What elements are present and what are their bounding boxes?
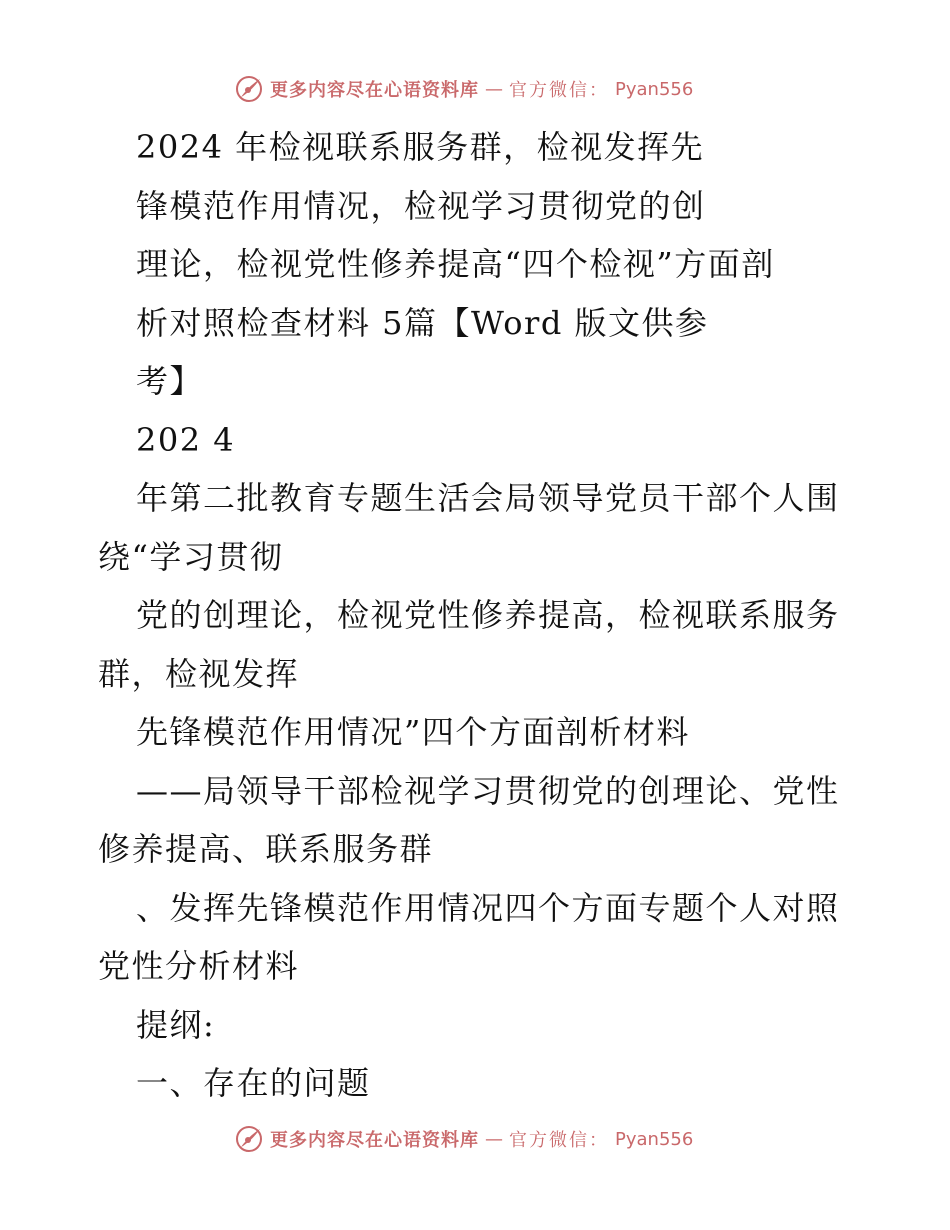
feather-pen-logo-icon [234,74,264,104]
section-heading-1: 一、存在的问题 [136,1064,371,1102]
subtitle-line-1: ——局领导干部检视学习贯彻党的创理论、党性 [136,771,840,810]
watermark-dash: — [485,1128,503,1150]
subtitle-line-2: 修养提高、联系服务群 [98,830,434,868]
paragraph-line-3: 党的创理论，检视党性修养提高，检视联系服务 [136,596,840,634]
subtitle-line-3: 、发挥先锋模范作用情况四个方面专题个人对照 [136,888,840,927]
title-line-5: 考】 [136,362,204,400]
title-line-1: 2024 年检视联系服务群，检视发挥先 [136,128,705,166]
paragraph-line-4: 群，检视发挥 [98,654,300,693]
year-line: 202 4 [136,420,236,459]
watermark-brand: 更多内容尽在心语资料库 [270,80,479,101]
title-line-4: 析对照检查材料 5篇【Word 版文供参 [136,303,709,342]
watermark-dash: — [485,78,503,100]
outline-heading: 提纲: [136,1005,216,1044]
watermark-wechat-id: Pyan556 [615,78,694,100]
document-body [98,118,858,1113]
title-line-3: 理论，检视党性修养提高“四个检视”方面剖 [136,245,775,283]
watermark-wechat-id: Pyan556 [615,1128,694,1150]
subtitle-line-4: 党性分析材料 [98,947,300,985]
watermark-label: 官方微信： [509,80,609,101]
watermark-brand: 更多内容尽在心语资料库 [270,1130,479,1151]
paragraph-line-2: 绕“学习贯彻 [98,537,284,576]
title-line-2: 锋模范作用情况，检视学习贯彻党的创 [136,186,706,225]
footer-watermark [234,1122,693,1156]
watermark-label: 官方微信： [509,1130,609,1151]
header-watermark [234,72,693,106]
paragraph-line-5: 先锋模范作用情况”四个方面剖析材料 [136,713,690,751]
paragraph-line-1: 年第二批教育专题生活会局领导党员干部个人围 [136,479,840,517]
feather-pen-logo-icon [234,1124,264,1154]
